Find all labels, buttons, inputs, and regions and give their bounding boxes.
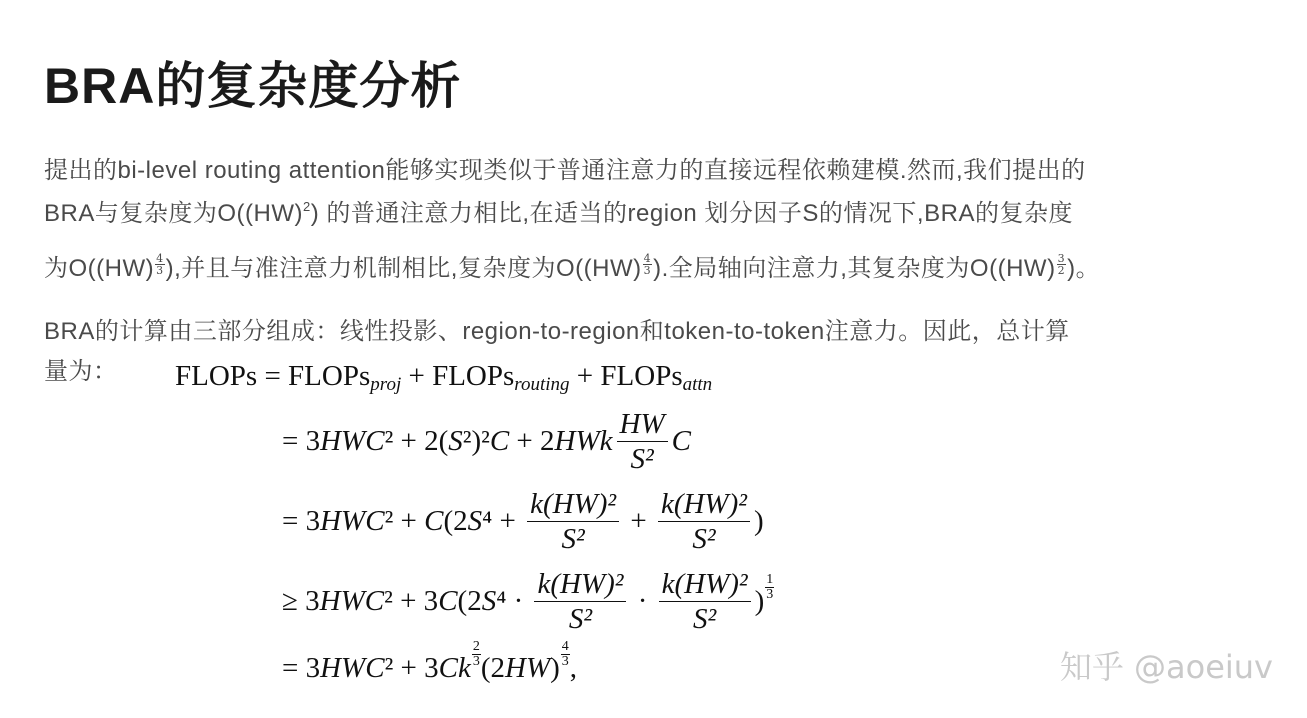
numerator: k(HW)² <box>658 487 750 522</box>
paragraph-2-line-2: 量为： <box>44 358 118 385</box>
numerator: k(HW)² <box>534 567 626 602</box>
math-variable: HWC <box>319 585 385 617</box>
numerator: k(HW)² <box>527 487 619 522</box>
math-text: + 2 <box>509 425 555 457</box>
math-text: · <box>630 585 655 617</box>
math-fraction <box>658 487 750 556</box>
math-variable: C <box>489 425 510 457</box>
math-variable: S <box>448 425 463 457</box>
page-title: BRA的复杂度分析 <box>44 58 462 114</box>
math-text: ² + 3 <box>384 652 439 684</box>
text: ) 的普通注意力相比,在适当的region 划分因子S的情况下,BRA的复杂度 <box>310 200 1073 227</box>
math-fraction-exponent <box>472 640 481 669</box>
denominator: S² <box>630 443 654 475</box>
math-variable: C <box>671 425 691 457</box>
math-text: = 3 <box>282 652 321 684</box>
math-variable: HW <box>505 652 551 684</box>
math-fraction-exponent <box>765 573 774 602</box>
math-fraction <box>527 487 619 556</box>
numerator: HW <box>617 407 668 442</box>
math-variable: S <box>481 585 497 617</box>
math-variable: HWC <box>320 505 385 537</box>
math-text: = 3 <box>282 505 321 537</box>
math-subscript: attn <box>682 373 713 395</box>
fraction-exponent <box>155 253 165 276</box>
math-text: + <box>623 505 654 537</box>
math-subscript: proj <box>370 373 402 395</box>
denominator: S² <box>693 603 717 635</box>
denominator: 2 <box>1057 264 1066 277</box>
math-text: ) <box>754 585 765 617</box>
text: ),并且与准注意力机制相比,复杂度为O((HW) <box>165 255 642 282</box>
paragraph-1-line-2 <box>44 193 1073 228</box>
math-text: ⁴ · <box>496 585 531 617</box>
denominator: 3 <box>561 654 569 669</box>
denominator: S² <box>561 523 585 555</box>
math-text: ² + <box>384 505 425 537</box>
formula-line-1 <box>175 360 712 393</box>
math-variable: Ck <box>438 652 471 684</box>
watermark: 知乎 @aoeiuv <box>1059 648 1273 686</box>
formula-line-3 <box>282 487 764 556</box>
math-text: + FLOPs <box>569 360 683 392</box>
math-text: ² + 3 <box>384 585 439 617</box>
math-text: = 3 <box>282 425 321 457</box>
numerator: 4 <box>156 252 164 265</box>
paragraph-1-line-3 <box>44 248 1100 283</box>
numerator: 1 <box>766 572 774 587</box>
text: BRA与复杂度为O((HW) <box>44 200 303 227</box>
math-text: ⁴ + <box>482 505 524 537</box>
math-text: (2 <box>457 585 482 617</box>
math-variable: C <box>438 585 458 617</box>
numerator: 4 <box>561 639 569 654</box>
math-text: ²)² <box>462 425 490 457</box>
text: )。 <box>1067 255 1101 282</box>
denominator: 3 <box>472 654 480 669</box>
formula-line-5 <box>282 639 578 685</box>
math-subscript: routing <box>514 373 570 395</box>
numerator: 4 <box>643 252 652 265</box>
paragraph-1-line-1: 提出的bi-level routing attention能够实现类似于普通注意力的直接远程依赖建模.然而,我们提出的 <box>44 157 1086 184</box>
numerator: 3 <box>1057 252 1066 265</box>
math-variable: C <box>424 505 444 537</box>
denominator: 3 <box>156 264 164 277</box>
exponent: 2 <box>302 199 311 214</box>
math-text: FLOPs = FLOPs <box>175 360 371 392</box>
fraction-exponent <box>1057 253 1067 276</box>
math-text: (2 <box>443 505 468 537</box>
numerator: k(HW)² <box>659 567 751 602</box>
denominator: S² <box>692 523 716 555</box>
denominator: S² <box>568 603 593 635</box>
math-variable: HWC <box>320 425 385 457</box>
math-text: + FLOPs <box>401 360 515 392</box>
math-fraction <box>534 567 626 636</box>
math-fraction-exponent <box>561 640 570 669</box>
math-variable: HWk <box>554 425 613 457</box>
denominator: 3 <box>643 264 652 277</box>
denominator: 3 <box>766 587 774 602</box>
math-text: ) <box>753 505 764 537</box>
formula-line-2 <box>282 407 691 476</box>
formula-line-4 <box>282 567 774 636</box>
math-variable: S <box>467 505 483 537</box>
math-text: , <box>569 652 578 684</box>
math-text: (2 <box>480 652 506 684</box>
math-fraction <box>659 567 751 636</box>
numerator: 2 <box>472 639 480 654</box>
math-text: ² + 2( <box>384 425 449 457</box>
text: ).全局轴向注意力,其复杂度为O((HW) <box>653 255 1056 282</box>
fraction-exponent <box>643 253 653 276</box>
math-text: ≥ 3 <box>282 585 320 617</box>
math-text: ) <box>550 652 560 684</box>
math-fraction <box>617 407 668 476</box>
math-variable: HWC <box>320 652 385 684</box>
paragraph-2-line-1: BRA的计算由三部分组成：线性投影、region-to-region和token-to-token注意力。因此，总计算 <box>44 318 1070 345</box>
text: 为O((HW) <box>44 255 155 282</box>
